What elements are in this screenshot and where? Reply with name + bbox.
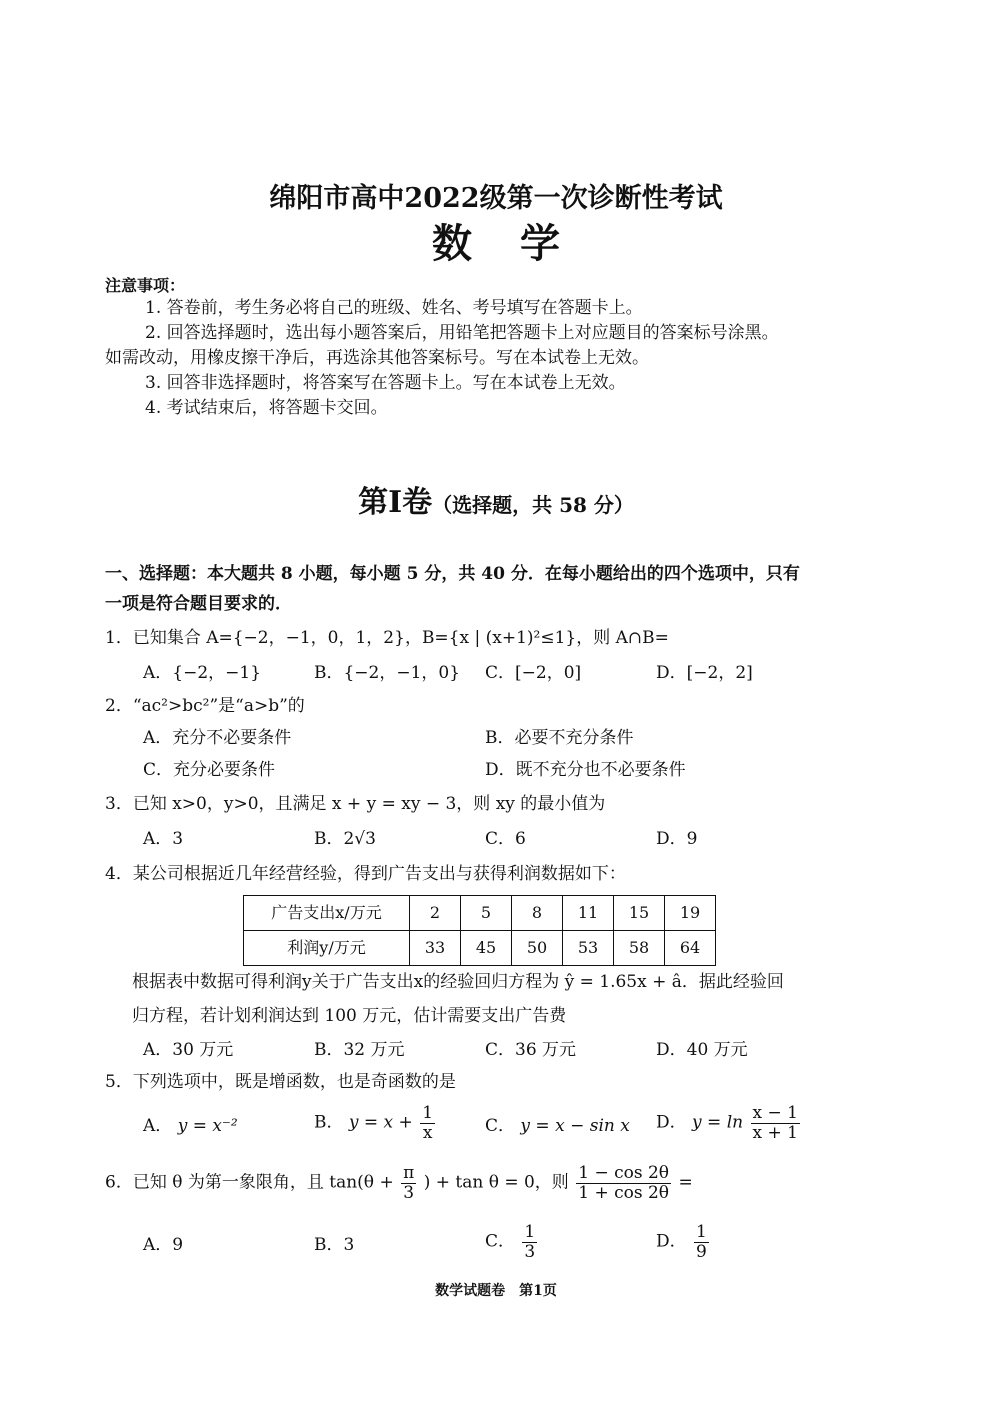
- q6-option-b: B．3: [314, 1235, 355, 1255]
- q5-a-expr: y = x⁻²: [177, 1116, 238, 1136]
- notice-item-2: 2. 回答选择题时，选出每小题答案后，用铅笔把答题卡上对应题目的答案标号涂黑。: [145, 323, 779, 343]
- subject-title: 数学: [432, 220, 608, 267]
- section-title: [0, 485, 992, 520]
- q1-option-a: A．{−2，−1}: [143, 663, 262, 683]
- q4-option-d: D．40 万元: [656, 1040, 748, 1060]
- table-cell: 2: [410, 896, 461, 931]
- notice-item-4: 4. 考试结束后，将答题卡交回。: [145, 398, 388, 418]
- fraction-denominator: x: [422, 1122, 433, 1143]
- fraction-numerator: 1: [524, 1222, 536, 1242]
- table-row: [244, 896, 716, 931]
- table-cell: 50: [512, 931, 563, 966]
- notice-heading: 注意事项：: [105, 276, 186, 295]
- fraction-numerator: x − 1: [752, 1103, 798, 1123]
- q2-option-b: B．必要不充分条件: [485, 728, 634, 748]
- option-label: D．: [656, 1231, 687, 1252]
- q3-option-c: C．6: [485, 829, 526, 849]
- table-cell: 45: [461, 931, 512, 966]
- table-cell: 8: [512, 896, 563, 931]
- option-label: D．: [656, 1112, 687, 1133]
- q5-stem: 5．下列选项中，既是增函数，也是奇函数的是: [105, 1072, 456, 1092]
- q2-option-c: C．充分必要条件: [143, 760, 276, 780]
- q5-option-c: [485, 1118, 630, 1135]
- q6-option-d: [656, 1223, 711, 1261]
- part1-instructions-cont: 一项是符合题目要求的．: [105, 594, 292, 614]
- q6-stem-pre: 6．已知 θ 为第一象限角，且 tan(θ +: [105, 1172, 394, 1193]
- notice-item-3: 3. 回答非选择题时，将答案写在答题卡上。写在本试卷上无效。: [145, 373, 626, 393]
- q1-option-b: B．{−2，−1，0}: [314, 663, 461, 683]
- q4-data-table: [243, 895, 716, 966]
- q4-stem: 4．某公司根据近几年经营经验，得到广告支出与获得利润数据如下：: [105, 864, 626, 884]
- q2-option-a: A．充分不必要条件: [143, 728, 292, 748]
- table-cell: 33: [410, 931, 461, 966]
- table-row-header: 利润y/万元: [244, 931, 410, 966]
- fraction: [522, 1223, 537, 1261]
- notice-item-2-cont: 如需改动，用橡皮擦干净后，再选涂其他答案标号。写在本试卷上无效。: [105, 348, 649, 368]
- fraction: [420, 1104, 435, 1142]
- q2-stem: 2．“ac²>bc²”是“a>b”的: [105, 696, 305, 716]
- fraction-denominator: 3: [403, 1182, 415, 1203]
- q6-stem: [105, 1164, 693, 1202]
- fraction-denominator: 3: [524, 1241, 536, 1262]
- option-label: A．: [143, 1116, 173, 1136]
- fraction-numerator: 1: [696, 1222, 707, 1242]
- q4-option-c: C．36 万元: [485, 1040, 577, 1060]
- section-title-main: 第Ⅰ卷: [358, 485, 433, 520]
- q6-option-c: [485, 1223, 539, 1261]
- q1-option-d: D．[−2，2]: [656, 663, 753, 683]
- q3-option-b: B．2√3: [314, 829, 376, 849]
- fraction: [694, 1223, 709, 1261]
- q5-option-a: [143, 1118, 238, 1135]
- fraction-denominator: x + 1: [752, 1122, 798, 1143]
- table-row: [244, 931, 716, 966]
- fraction-numerator: 1: [422, 1103, 434, 1123]
- table-cell: 64: [665, 931, 716, 966]
- option-label: C．: [485, 1231, 516, 1252]
- q6-stem-mid: ) + tan θ = 0，则: [423, 1172, 569, 1193]
- q3-option-d: D．9: [656, 829, 698, 849]
- q1-stem: 1．已知集合 A={−2，−1，0，1，2}，B={x | (x+1)²≤1}，则 A∩B=: [105, 628, 669, 648]
- table-cell: 53: [563, 931, 614, 966]
- option-label: C．: [485, 1116, 516, 1136]
- q4-option-a: A．30 万元: [143, 1040, 234, 1060]
- part1-instructions: 一、选择题：本大题共 8 小题，每小题 5 分，共 40 分．在每小题给出的四个选项中，只有: [105, 564, 800, 584]
- q5-option-d: [656, 1104, 802, 1142]
- table-cell: 5: [461, 896, 512, 931]
- fraction: [576, 1164, 671, 1202]
- fraction: [401, 1164, 416, 1202]
- fraction-denominator: 9: [696, 1241, 707, 1262]
- q5-c-expr: y = x − sin x: [520, 1116, 630, 1136]
- q4-text-line-3: 归方程，若计划利润达到 100 万元，估计需要支出广告费: [132, 1006, 567, 1026]
- q4-option-b: B．32 万元: [314, 1040, 405, 1060]
- q3-option-a: A．3: [143, 829, 184, 849]
- q4-text-line-2: 根据表中数据可得利润y关于广告支出x的经验回归方程为 ŷ = 1.65x + â．据此经验回: [132, 972, 784, 992]
- table-row-header: 广告支出x/万元: [244, 896, 410, 931]
- section-subtitle: （选择题，共 58 分）: [432, 493, 634, 517]
- q5-d-expr: y = ln: [692, 1112, 744, 1133]
- exam-title: 绵阳市高中2022级第一次诊断性考试: [269, 183, 723, 214]
- q2-option-d: D．既不充分也不必要条件: [485, 760, 686, 780]
- q5-option-b: [314, 1104, 437, 1142]
- q6-option-a: A．9: [143, 1235, 184, 1255]
- fraction: [751, 1104, 800, 1142]
- fraction-numerator: 1 − cos 2θ: [578, 1163, 670, 1183]
- q1-option-c: C．[−2，0]: [485, 663, 582, 683]
- table-cell: 58: [614, 931, 665, 966]
- q6-stem-post: =: [678, 1172, 693, 1193]
- page-footer: 数学试题卷 第1页: [435, 1283, 557, 1299]
- table-cell: 15: [614, 896, 665, 931]
- fraction-numerator: π: [403, 1163, 415, 1183]
- fraction-denominator: 1 + cos 2θ: [578, 1182, 670, 1203]
- q5-b-expr: y = x +: [348, 1112, 413, 1133]
- table-cell: 11: [563, 896, 614, 931]
- q3-stem: 3．已知 x>0，y>0，且满足 x + y = xy − 3，则 xy 的最小值为: [105, 794, 606, 814]
- notice-item-1: 1. 答卷前，考生务必将自己的班级、姓名、考号填写在答题卡上。: [145, 298, 643, 318]
- option-label: B．: [314, 1112, 344, 1133]
- table-cell: 19: [665, 896, 716, 931]
